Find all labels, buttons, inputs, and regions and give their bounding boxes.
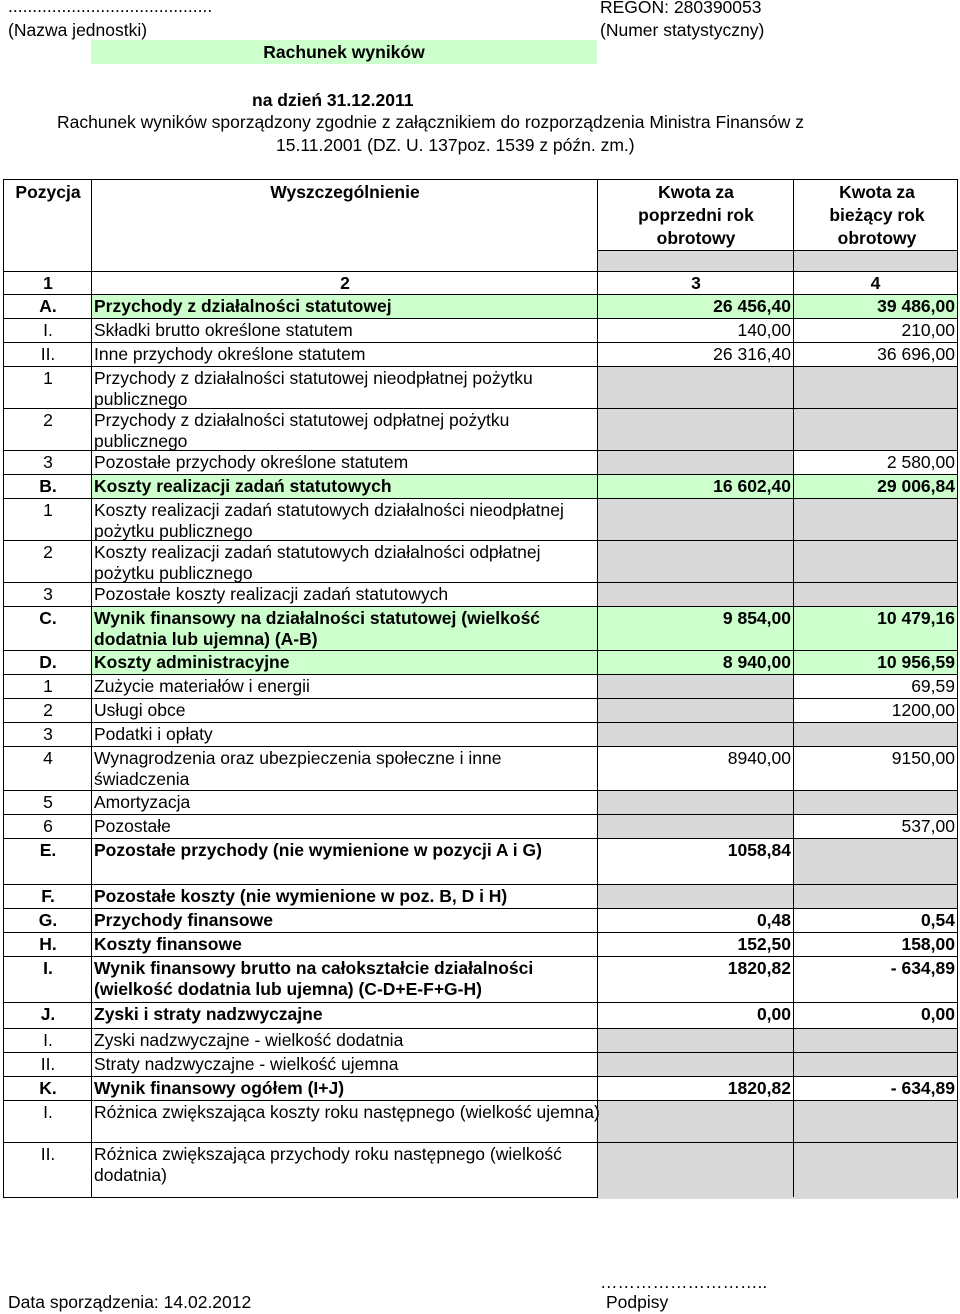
row-position: F.	[41, 886, 55, 906]
table-row	[4, 1028, 957, 1052]
row-description: Wynik finansowy ogółem (I+J)	[94, 1078, 345, 1098]
report-date: na dzień 31.12.2011	[252, 90, 414, 110]
row-description: Różnica zwiększająca przychody roku następnego (wielkość dodatnia)	[94, 1144, 562, 1185]
row-divider	[4, 956, 957, 957]
row-description: Pozostałe koszty realizacji zadań statutowych	[94, 584, 449, 604]
table-row	[4, 722, 957, 746]
row-description: Różnica zwiększająca koszty roku następnego (wielkość ujemna)	[94, 1102, 600, 1122]
row-previous-year-amount: 1820,82	[727, 958, 791, 978]
row-position: II.	[40, 1144, 56, 1164]
row-description: Amortyzacja	[94, 792, 191, 812]
table-row	[4, 838, 957, 884]
row-current-year-amount: - 634,89	[890, 1078, 955, 1098]
row-previous-year-amount: 26 316,40	[713, 344, 791, 364]
row-description: Koszty realizacji zadań statutowych działalności nieodpłatnej pożytku publicznego	[94, 500, 564, 541]
row-current-year-amount: 10 479,16	[877, 608, 955, 628]
row-description: Zużycie materiałów i energii	[94, 676, 310, 696]
table-row	[4, 814, 957, 838]
row-divider	[4, 1002, 957, 1003]
column-divider-3	[793, 180, 794, 1197]
table-row	[4, 698, 957, 722]
col-header-description: Wyszczególnienie	[270, 182, 420, 202]
row-current-year-amount: 1200,00	[891, 700, 955, 720]
table-row	[4, 1142, 957, 1199]
row-current-year-amount: 10 956,59	[877, 652, 955, 672]
row-position: 3	[43, 584, 53, 604]
shaded-cell	[794, 583, 957, 606]
row-description: Pozostałe	[94, 816, 171, 836]
table-row	[4, 884, 957, 908]
row-position: E.	[39, 840, 57, 860]
col-header-previous-year: Kwota za poprzedni rok obrotowy	[638, 182, 754, 248]
table-row	[4, 582, 957, 606]
row-divider	[4, 450, 957, 451]
row-description: Pozostałe przychody określone statutem	[94, 452, 409, 472]
shaded-cell	[598, 1143, 794, 1199]
row-description: Przychody z działalności statutowej odpłatnej pożytku publicznego	[94, 410, 510, 451]
row-divider	[4, 698, 957, 699]
row-position: I.	[43, 1102, 53, 1122]
row-description: Wynik finansowy brutto na całokształcie działalności (wielkość dodatnia lub ujemna) (C-D+E-F+G-H)	[94, 958, 534, 999]
column-divider-2	[597, 180, 598, 1197]
shaded-cell	[794, 367, 957, 408]
row-position: 1	[43, 368, 53, 388]
table-row	[4, 650, 957, 674]
row-description: Pozostałe przychody (nie wymienione w pozycji A i G)	[94, 840, 542, 860]
row-divider	[4, 674, 957, 675]
income-statement-table	[3, 179, 958, 1198]
row-description: Koszty administracyjne	[94, 652, 290, 672]
shaded-cell	[794, 541, 957, 582]
shaded-cell	[598, 885, 794, 908]
row-divider	[4, 814, 957, 815]
shaded-cell	[794, 1053, 957, 1076]
row-previous-year-amount: 140,00	[737, 320, 791, 340]
shaded-cell	[598, 675, 794, 698]
row-position: H.	[39, 934, 57, 954]
row-description: Przychody z działalności statutowej nieodpłatnej pożytku publicznego	[94, 368, 533, 409]
row-previous-year-amount: 9 854,00	[722, 608, 791, 628]
row-description: Podatki i opłaty	[94, 724, 213, 744]
row-position: K.	[39, 1078, 57, 1098]
row-description: Składki brutto określone statutem	[94, 320, 353, 340]
row-position: J.	[40, 1004, 56, 1024]
legal-basis-line-1: Rachunek wyników sporządzony zgodnie z załącznikiem do rozporządzenia Ministra Finansów z	[57, 112, 805, 132]
shaded-cell	[794, 885, 957, 908]
row-position: 5	[43, 792, 53, 812]
row-current-year-amount: 0,00	[920, 1004, 955, 1024]
row-position: D.	[39, 652, 57, 672]
row-description: Koszty finansowe	[94, 934, 242, 954]
shaded-cell	[598, 367, 794, 408]
shaded-cell	[598, 1029, 794, 1052]
regon-number: REGON: 280390053	[600, 0, 762, 17]
row-description: Koszty realizacji zadań statutowych	[94, 476, 392, 496]
row-position: 3	[43, 452, 53, 472]
preparation-date: Data sporządzenia: 14.02.2012	[8, 1292, 252, 1312]
row-current-year-amount: 0,54	[920, 910, 955, 930]
row-description: Zyski nadzwyczajne - wielkość dodatnia	[94, 1030, 404, 1050]
shaded-cell	[598, 723, 794, 746]
row-description: Usługi obce	[94, 700, 186, 720]
table-row	[4, 746, 957, 790]
shaded-cell	[598, 409, 794, 450]
row-divider	[4, 1076, 957, 1077]
document-title: Rachunek wyników	[91, 40, 597, 64]
shaded-cell	[794, 839, 957, 884]
shaded-cell	[598, 791, 794, 814]
row-description: Wynik finansowy na działalności statutowej (wielkość dodatnia lub ujemna) (A-B)	[94, 608, 541, 649]
table-row	[4, 908, 957, 932]
row-divider	[4, 932, 957, 933]
row-position: II.	[40, 344, 56, 364]
table-row	[4, 1052, 957, 1076]
shaded-cell	[598, 451, 794, 474]
column-divider-1	[91, 180, 92, 1197]
table-row	[4, 1002, 957, 1028]
table-row	[4, 366, 957, 408]
row-previous-year-amount: 0,48	[756, 910, 791, 930]
table-row	[4, 450, 957, 474]
row-current-year-amount: 9150,00	[891, 748, 955, 768]
row-previous-year-amount: 152,50	[737, 934, 791, 954]
shaded-cell	[794, 499, 957, 540]
row-position: 6	[43, 816, 53, 836]
table-row	[4, 474, 957, 498]
table-row	[4, 932, 957, 956]
table-row	[4, 606, 957, 650]
row-description: Przychody finansowe	[94, 910, 273, 930]
col-number-4: 4	[870, 273, 881, 293]
row-description: Przychody z działalności statutowej	[94, 296, 392, 316]
legal-basis-line-2: 15.11.2001 (DZ. U. 137poz. 1539 z późn. zm.)	[276, 135, 635, 155]
header-divider	[598, 250, 957, 251]
row-divider	[4, 746, 957, 747]
row-current-year-amount: 210,00	[901, 320, 955, 340]
row-previous-year-amount: 1058,84	[727, 840, 791, 860]
shaded-cell	[598, 583, 794, 606]
row-position: 2	[43, 542, 53, 562]
row-position: I.	[43, 320, 53, 340]
row-position: II.	[40, 1054, 56, 1074]
shaded-cell	[794, 723, 957, 746]
shaded-cell	[598, 541, 794, 582]
row-current-year-amount: 39 486,00	[877, 296, 955, 316]
row-description: Zyski i straty nadzwyczajne	[94, 1004, 323, 1024]
row-description: Pozostałe koszty (nie wymienione w poz. B, D i H)	[94, 886, 508, 906]
row-previous-year-amount: 1820,82	[727, 1078, 791, 1098]
table-row	[4, 498, 957, 540]
col-header-current-year: Kwota za bieżący rok obrotowy	[829, 182, 925, 248]
row-position: I.	[43, 958, 53, 978]
regon-label: (Numer statystyczny)	[600, 20, 765, 40]
row-previous-year-amount: 26 456,40	[713, 296, 791, 316]
signature-dots: ………………………..	[600, 1272, 768, 1292]
shaded-cell	[598, 1101, 794, 1142]
table-row	[4, 318, 957, 342]
row-position: 1	[43, 500, 53, 520]
shaded-cell	[794, 409, 957, 450]
col-header-position: Pozycja	[15, 182, 81, 202]
shaded-cell	[794, 1029, 957, 1052]
table-row	[4, 1100, 957, 1142]
row-position: I.	[43, 1030, 53, 1050]
shaded-cell	[794, 1143, 957, 1199]
table-row	[4, 1076, 957, 1100]
unit-name-dots: ..........................................	[8, 0, 213, 16]
row-divider	[4, 908, 957, 909]
table-row	[4, 790, 957, 814]
shaded-cell	[598, 499, 794, 540]
row-description: Wynagrodzenia oraz ubezpieczenia społeczne i inne świadczenia	[94, 748, 502, 789]
row-current-year-amount: 29 006,84	[877, 476, 955, 496]
row-position: 1	[43, 676, 53, 696]
row-position: G.	[38, 910, 58, 930]
table-row	[4, 342, 957, 366]
row-current-year-amount: - 634,89	[890, 958, 955, 978]
row-current-year-amount: 158,00	[901, 934, 955, 954]
shaded-cell	[598, 815, 794, 838]
row-current-year-amount: 537,00	[901, 816, 955, 836]
row-position: 3	[43, 724, 53, 744]
table-row	[4, 408, 957, 450]
table-row	[4, 674, 957, 698]
col-number-3: 3	[691, 273, 701, 293]
row-current-year-amount: 2 580,00	[886, 452, 955, 472]
row-previous-year-amount: 16 602,40	[713, 476, 791, 496]
row-position: 2	[43, 410, 53, 430]
row-description: Inne przychody określone statutem	[94, 344, 366, 364]
row-position: C.	[39, 608, 57, 628]
table-row	[4, 540, 957, 582]
row-position: B.	[39, 476, 57, 496]
col-number-1: 1	[43, 273, 53, 293]
row-description: Koszty realizacji zadań statutowych działalności odpłatnej pożytku publicznego	[94, 542, 541, 583]
row-previous-year-amount: 0,00	[756, 1004, 791, 1024]
shaded-cell	[794, 1101, 957, 1142]
row-description: Straty nadzwyczajne - wielkość ujemna	[94, 1054, 399, 1074]
header-shaded-strip	[598, 250, 957, 271]
row-previous-year-amount: 8940,00	[727, 748, 791, 768]
row-position: A.	[39, 296, 57, 316]
row-previous-year-amount: 8 940,00	[722, 652, 791, 672]
row-position: 2	[43, 700, 53, 720]
shaded-cell	[598, 1053, 794, 1076]
unit-name-label: (Nazwa jednostki)	[8, 20, 148, 40]
signature-label: Podpisy	[606, 1292, 669, 1312]
shaded-cell	[598, 699, 794, 722]
shaded-cell	[794, 791, 957, 814]
row-position: 4	[43, 748, 53, 768]
row-divider	[4, 342, 957, 343]
row-divider	[4, 318, 957, 319]
row-current-year-amount: 69,59	[911, 676, 955, 696]
col-number-2: 2	[340, 273, 350, 293]
table-row	[4, 956, 957, 1002]
table-row	[4, 294, 957, 318]
row-current-year-amount: 36 696,00	[877, 344, 955, 364]
